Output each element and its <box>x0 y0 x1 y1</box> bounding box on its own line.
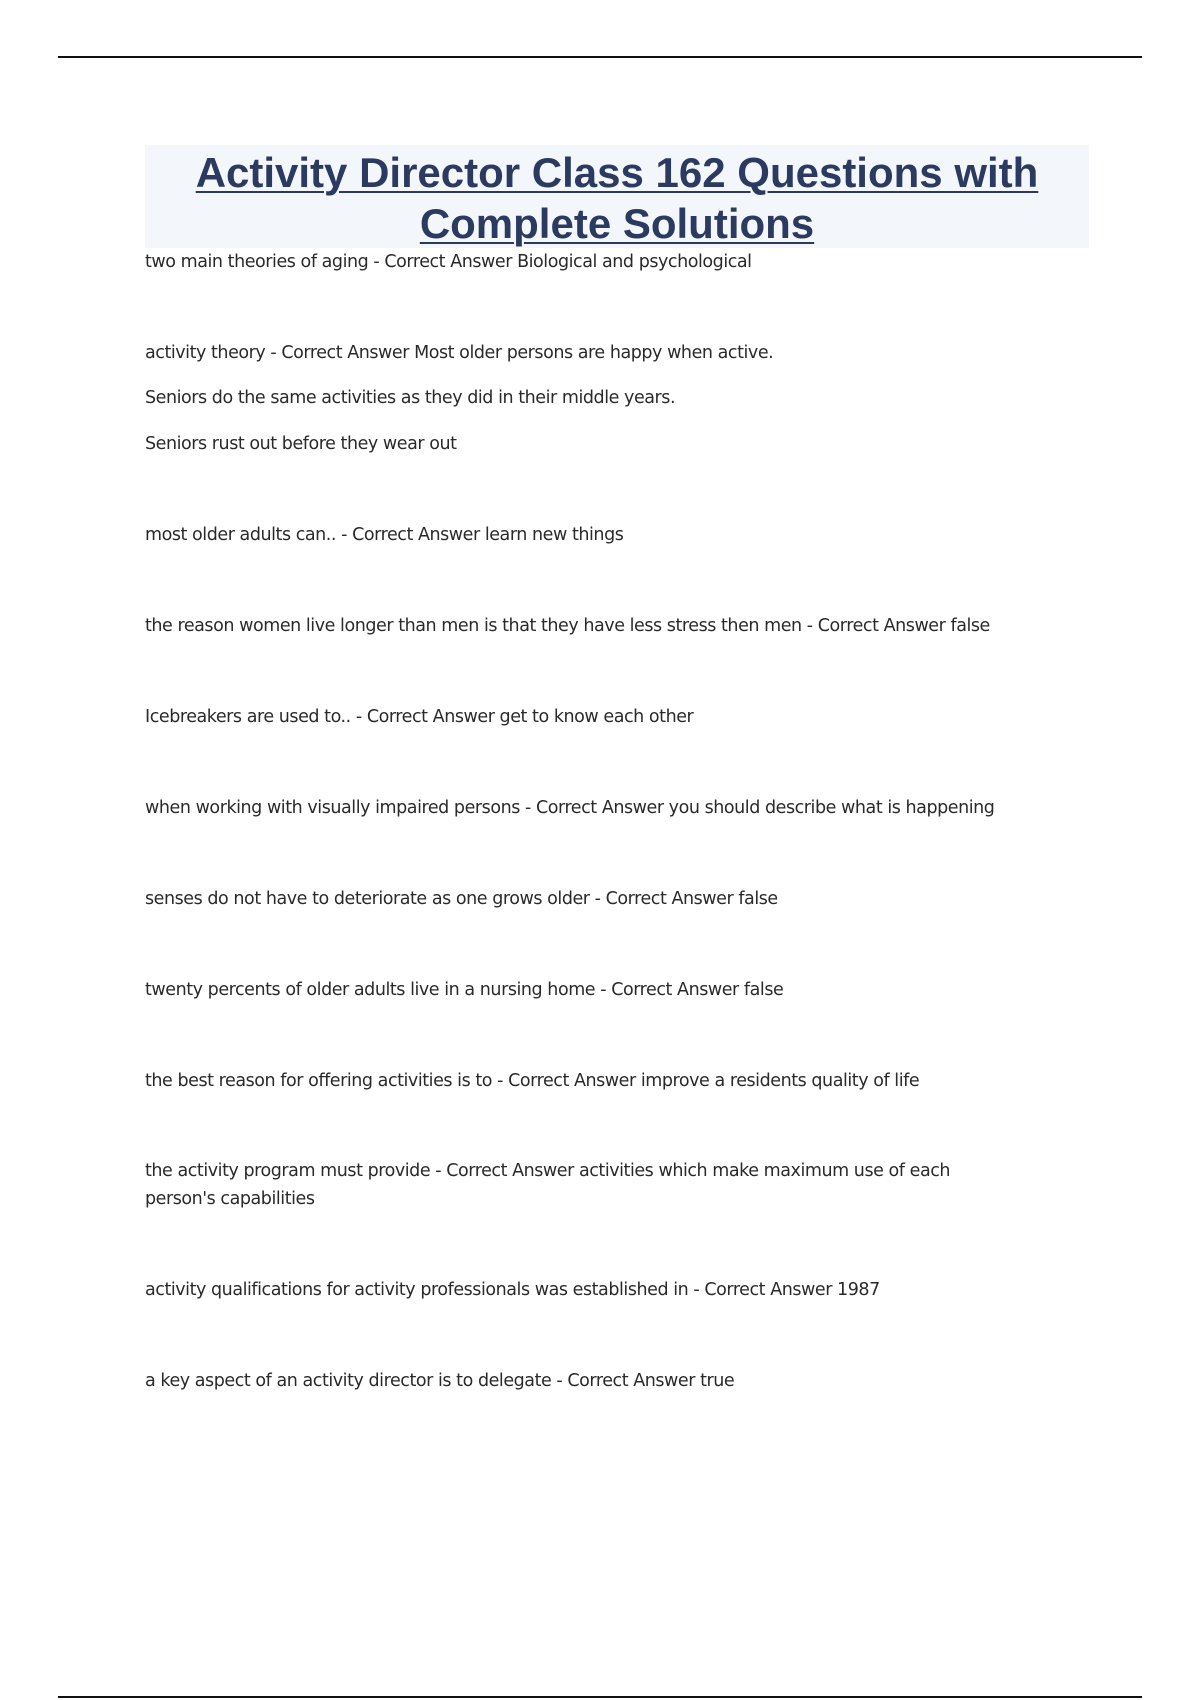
qa-item-10-line-1: the activity program must provide - Correct Answer activities which make maximum use of each <box>145 1161 951 1181</box>
qa-item-2-line-3: Seniors rust out before they wear out <box>145 434 457 454</box>
qa-item-9: the best reason for offering activities is to - Correct Answer improve a residents quality of life <box>145 1071 920 1091</box>
qa-item-5: Icebreakers are used to.. - Correct Answer get to know each other <box>145 707 694 727</box>
document-title: Activity Director Class 162 Questions with Complete Solutions <box>195 149 1039 247</box>
title-block <box>145 145 1089 248</box>
qa-item-4: the reason women live longer than men is that they have less stress then men - Correct Answer false <box>145 616 990 636</box>
header-rule <box>58 56 1142 58</box>
qa-item-7: senses do not have to deteriorate as one grows older - Correct Answer false <box>145 889 778 909</box>
qa-item-3: most older adults can.. - Correct Answer learn new things <box>145 525 624 545</box>
footer-rule <box>58 1696 1142 1698</box>
qa-item-11: activity qualifications for activity professionals was established in - Correct Answer 1987 <box>145 1280 880 1300</box>
qa-item-6: when working with visually impaired persons - Correct Answer you should describe what is happening <box>145 798 995 818</box>
qa-item-12: a key aspect of an activity director is to delegate - Correct Answer true <box>145 1371 735 1391</box>
qa-item-8: twenty percents of older adults live in a nursing home - Correct Answer false <box>145 980 784 1000</box>
qa-item-1: two main theories of aging - Correct Answer Biological and psychological <box>145 252 752 272</box>
qa-item-2: activity theory - Correct Answer Most older persons are happy when active. <box>145 343 774 363</box>
qa-item-2-line-2: Seniors do the same activities as they did in their middle years. <box>145 388 676 408</box>
qa-item-10-line-2: person's capabilities <box>145 1189 315 1209</box>
qa-item-10 <box>145 1157 1095 1213</box>
